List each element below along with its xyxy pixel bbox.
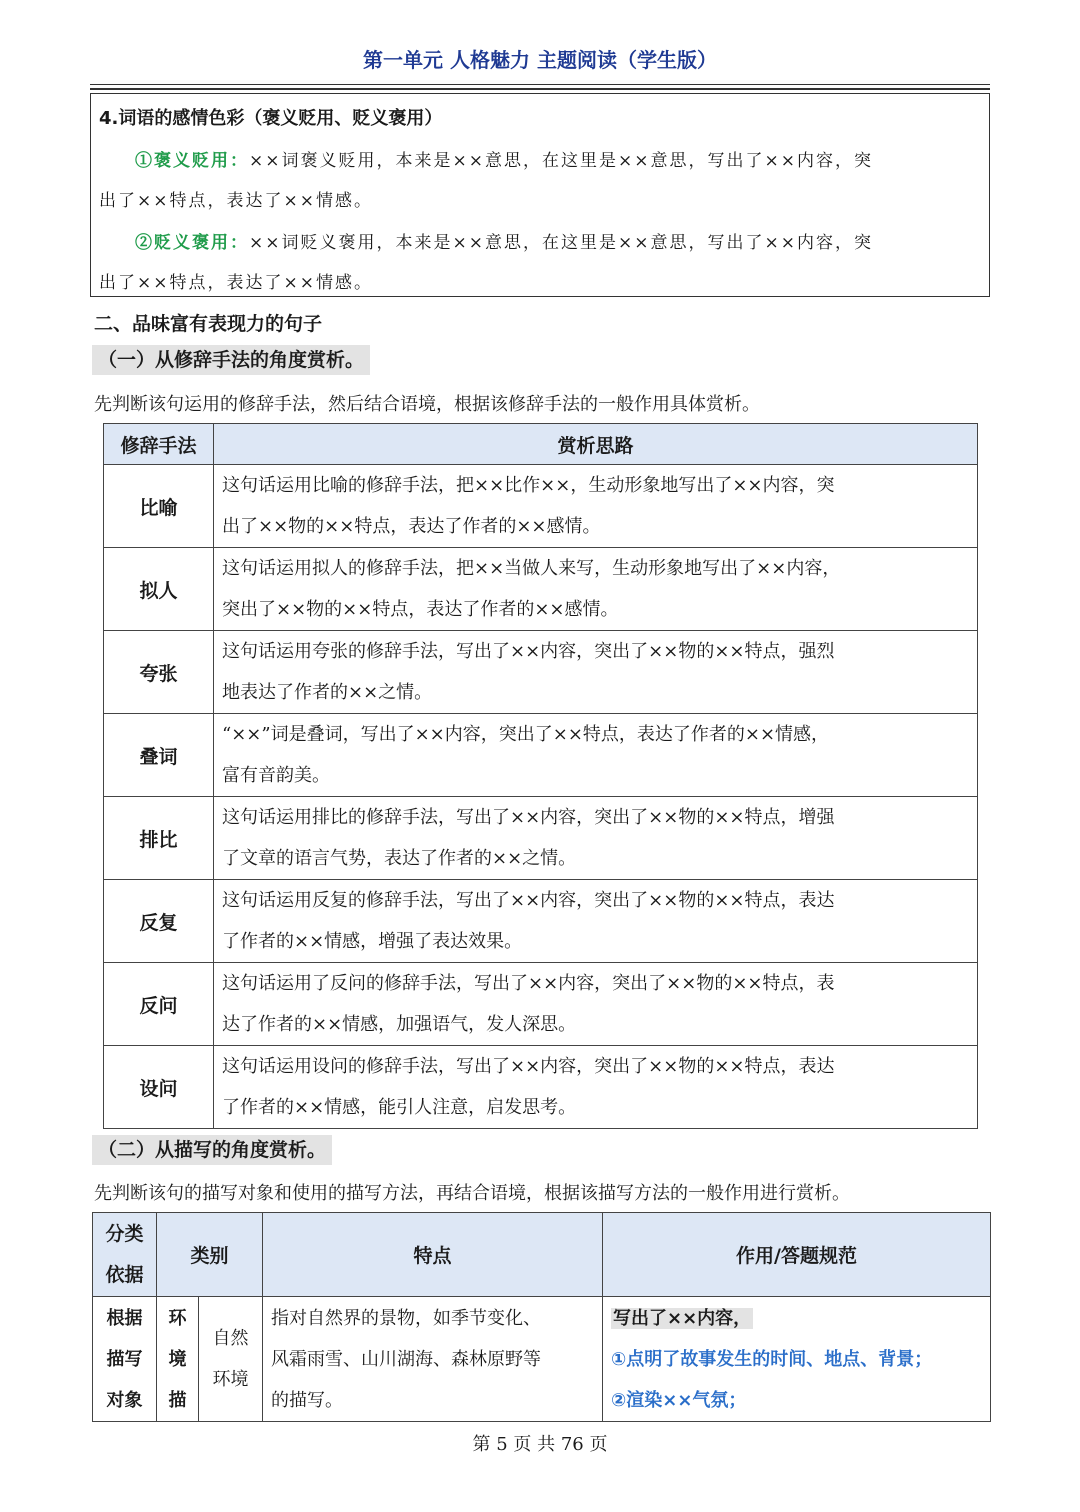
box-item-2-label: ②贬义褒用： <box>135 233 249 253</box>
table-row <box>104 963 978 1046</box>
page-footer: 第 5 页 共 76 页 <box>472 1434 608 1455</box>
rhetoric-desc: “××”词是叠词，写出了××内容，突出了××特点，表达了作者的××情感， 富有音韵美。 <box>214 714 978 797</box>
rhetoric-name: 反问 <box>104 963 214 1046</box>
box-item-1-text: ××词褒义贬用，本来是××意思，在这里是××意思，写出了××内容，突 <box>249 151 873 171</box>
box-title: 4.词语的感情色彩（褒义贬用、贬义褒用） <box>99 108 443 129</box>
function-point-2: ②渲染××气氛； <box>611 1389 747 1411</box>
rhetoric-desc: 这句话运用排比的修辞手法，写出了××内容，突出了××物的××特点，增强 了文章的语言气势，表达了作者的××之情。 <box>214 797 978 880</box>
table-row <box>104 797 978 880</box>
rhetoric-name: 夸张 <box>104 631 214 714</box>
rhetoric-desc: 这句话运用反复的修辞手法，写出了××内容，突出了××物的××特点，表达 了作者的××情感，增强了表达效果。 <box>214 880 978 963</box>
header-rhetoric: 修辞手法 <box>104 424 214 465</box>
description-table <box>92 1212 991 1422</box>
rhetoric-name: 叠词 <box>104 714 214 797</box>
rhetoric-name: 排比 <box>104 797 214 880</box>
rhetoric-table <box>103 423 978 1129</box>
page-header-title: 第一单元 人格魅力 主题阅读（学生版） <box>363 48 717 72</box>
table-row <box>104 548 978 631</box>
box-item-2 <box>135 228 983 253</box>
subcategory-cell: 自然 环境 <box>199 1297 263 1422</box>
description-intro: 先判断该句的描写对象和使用的描写方法，再结合语境，根据该描写方法的一般作用进行赏析。 <box>94 1183 850 1204</box>
rhetoric-name: 反复 <box>104 880 214 963</box>
rhetoric-name: 比喻 <box>104 465 214 548</box>
table-row <box>104 465 978 548</box>
box-item-2-text: ××词贬义褒用，本来是××意思，在这里是××意思，写出了××内容，突 <box>249 233 873 253</box>
table-row <box>104 631 978 714</box>
box-item-1 <box>135 146 983 171</box>
subsection-heading-rhetoric: （一）从修辞手法的角度赏析。 <box>92 345 370 375</box>
rhetoric-name: 设问 <box>104 1046 214 1129</box>
table-row <box>104 714 978 797</box>
basis-cell: 根据 描写 对象 <box>93 1297 157 1422</box>
function-point-1: ①点明了故事发生的时间、地点、背景； <box>611 1348 933 1370</box>
description-table-header <box>93 1213 991 1297</box>
category-cell: 环 境 描 <box>157 1297 199 1422</box>
word-emotion-box <box>90 93 990 297</box>
table-row <box>104 1046 978 1129</box>
feature-cell: 指对自然界的景物，如季节变化、 风霜雨雪、山川湖海、森林原野等 的描写。 <box>263 1297 603 1422</box>
function-highlight: 写出了××内容， <box>613 1307 752 1329</box>
rhetoric-desc: 这句话运用拟人的修辞手法，把××当做人来写，生动形象地写出了××内容， 突出了××物的××特点，表达了作者的××感情。 <box>214 548 978 631</box>
header-rule <box>90 84 990 85</box>
header-feature: 特点 <box>263 1213 603 1297</box>
header-function: 作用/答题规范 <box>603 1213 991 1297</box>
box-item-1-label: ①褒义贬用： <box>135 151 249 171</box>
table-row <box>93 1297 991 1422</box>
rhetoric-desc: 这句话运用设问的修辞手法，写出了××内容，突出了××物的××特点，表达 了作者的××情感，能引人注意，启发思考。 <box>214 1046 978 1129</box>
rhetoric-desc: 这句话运用了反问的修辞手法，写出了××内容，突出了××物的××特点，表 达了作者的××情感，加强语气，发人深思。 <box>214 963 978 1046</box>
header-basis: 分类 依据 <box>93 1213 157 1297</box>
section-heading: 二、品味富有表现力的句子 <box>94 313 323 335</box>
rhetoric-intro: 先判断该句运用的修辞手法，然后结合语境，根据该修辞手法的一般作用具体赏析。 <box>94 394 760 415</box>
header-approach: 赏析思路 <box>214 424 978 465</box>
box-item-2-cont: 出了××特点，表达了××情感。 <box>99 273 373 293</box>
rhetoric-desc: 这句话运用夸张的修辞手法，写出了××内容，突出了××物的××特点，强烈 地表达了作者的××之情。 <box>214 631 978 714</box>
function-cell <box>603 1297 991 1422</box>
rhetoric-table-header <box>104 424 978 465</box>
subsection-heading-description: （二）从描写的角度赏析。 <box>92 1135 332 1165</box>
box-item-1-cont: 出了××特点，表达了××情感。 <box>99 191 373 211</box>
header-type: 类别 <box>157 1213 263 1297</box>
table-row <box>104 880 978 963</box>
rhetoric-name: 拟人 <box>104 548 214 631</box>
rhetoric-desc: 这句话运用比喻的修辞手法，把××比作××，生动形象地写出了××内容，突 出了××物的××特点，表达了作者的××感情。 <box>214 465 978 548</box>
header-rule-thick <box>90 88 990 90</box>
